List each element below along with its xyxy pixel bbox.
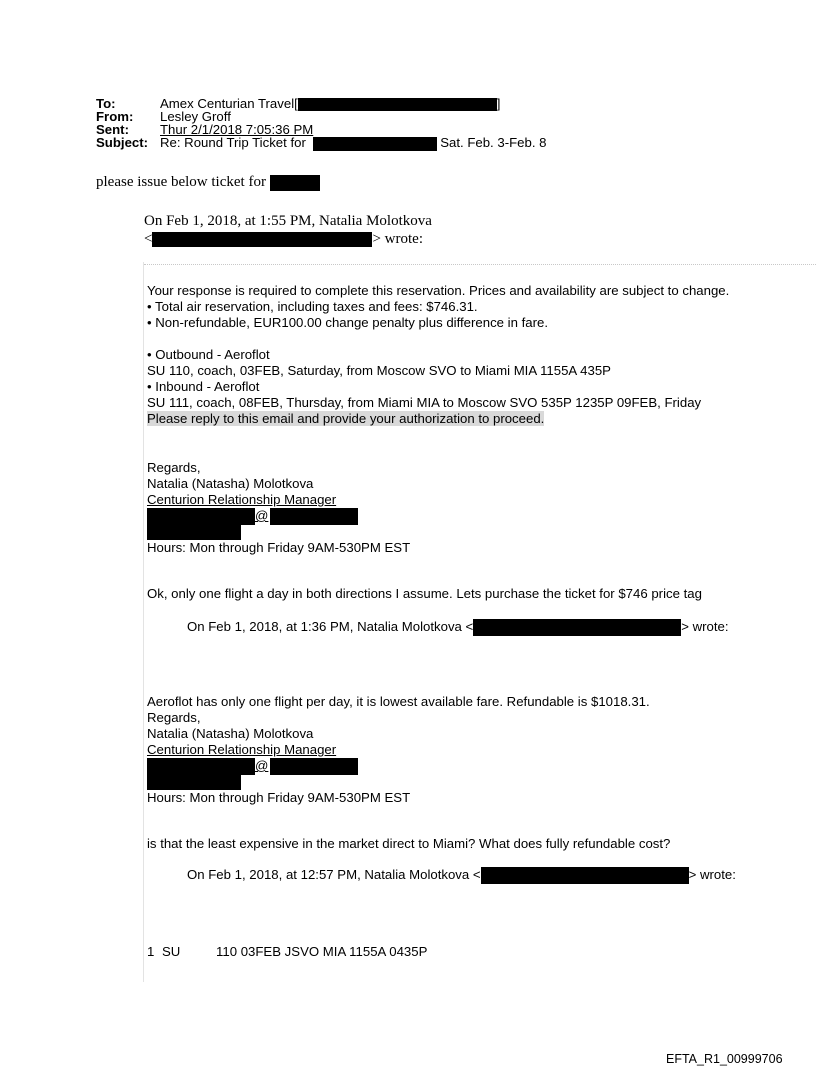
signature1 [147,460,410,556]
signature2 [147,710,410,806]
redaction-bar [152,232,372,247]
redaction-bar [147,508,255,525]
signature-name: Natalia (Natasha) Molotkova [147,476,314,491]
at-symbol: @ [255,508,269,523]
to-value: Amex Centurian Travel[ [160,96,298,111]
redaction-bar [147,525,241,540]
wrote-text: > wrote: [372,231,423,247]
message1 [147,283,729,427]
quote2-header [187,619,729,636]
redaction-bar [147,775,241,790]
quote1-line: On Feb 1, 2018, at 1:55 PM, Natalia Molotkova [144,213,432,229]
subject-label: Subject: [96,135,149,150]
intro-line [96,174,320,191]
authorization-request: Please reply to this email and provide your authorization to proceed. [147,411,545,426]
to-label: To: [96,96,116,111]
quote3-header [187,867,736,884]
subject-value: Re: Round Trip Ticket for [160,135,306,150]
redaction-bar [270,508,358,525]
itinerary-line: SU 111, coach, 08FEB, Thursday, from Miami MIA to Moscow SVO 535P 1235P 09FEB, Friday [147,395,702,410]
regards-text: Regards, [147,710,201,725]
document-id: EFTA_R1_00999706 [666,1052,783,1066]
redaction-bar [270,758,358,775]
regards-text: Regards, [147,460,201,475]
quote-border [143,262,144,982]
subject-tail: Sat. Feb. 3-Feb. 8 [440,135,547,150]
quote2-line: On Feb 1, 2018, at 1:36 PM, Natalia Molotkova < [187,619,474,634]
message1-line: Your response is required to complete this reservation. Prices and availability are subject to change. [147,283,730,298]
signature-name: Natalia (Natasha) Molotkova [147,726,314,741]
to-close: ] [496,96,501,111]
itinerary-summary [147,944,427,959]
lt-symbol: < [144,231,153,247]
signature-title: Centurion Relationship Manager [147,492,337,507]
reply1: Ok, only one flight a day in both directions I assume. Lets purchase the ticket for $746 price tag [147,586,702,601]
from-value: Lesley Groff [160,109,231,124]
redaction-bar [298,98,497,111]
quote1-email-line [144,230,432,248]
redaction-bar [473,619,681,636]
redaction-bar [270,175,320,191]
email-header [96,97,547,149]
quote1-header [144,212,432,248]
itinerary-line: • Inbound - Aeroflot [147,379,260,394]
message2: Aeroflot has only one flight per day, it is lowest available fare. Refundable is $1018.31. [147,694,650,709]
message1-line: • Non-refundable, EUR100.00 change penalty plus difference in fare. [147,315,548,330]
quote3-line: On Feb 1, 2018, at 12:57 PM, Natalia Molotkova < [187,867,481,882]
redaction-bar [147,758,255,775]
message1-line: • Total air reservation, including taxes and fees: $746.31. [147,299,478,314]
redaction-bar [481,867,689,884]
segment-number: 1 [147,944,155,959]
sent-label: Sent: [96,122,129,137]
itinerary-line: SU 110, coach, 03FEB, Saturday, from Moscow SVO to Miami MIA 1155A 435P [147,363,611,378]
sent-value: Thur 2/1/2018 7:05:36 PM [160,122,314,137]
segment-details: 110 03FEB JSVO MIA 1155A 0435P [216,944,428,959]
hours-text: Hours: Mon through Friday 9AM-530PM EST [147,790,411,805]
at-symbol: @ [255,758,269,773]
hours-text: Hours: Mon through Friday 9AM-530PM EST [147,540,411,555]
reply2: is that the least expensive in the market direct to Miami? What does fully refundable cost? [147,836,671,851]
intro-text: please issue below ticket for [96,174,266,190]
subject-row [96,136,547,149]
redaction-bar [313,137,437,151]
quote-divider [144,264,816,265]
wrote-text: > wrote: [688,867,736,882]
wrote-text: > wrote: [681,619,729,634]
carrier-code: SU [162,944,181,959]
from-label: From: [96,109,134,124]
itinerary-line: • Outbound - Aeroflot [147,347,270,362]
signature-title: Centurion Relationship Manager [147,742,337,757]
